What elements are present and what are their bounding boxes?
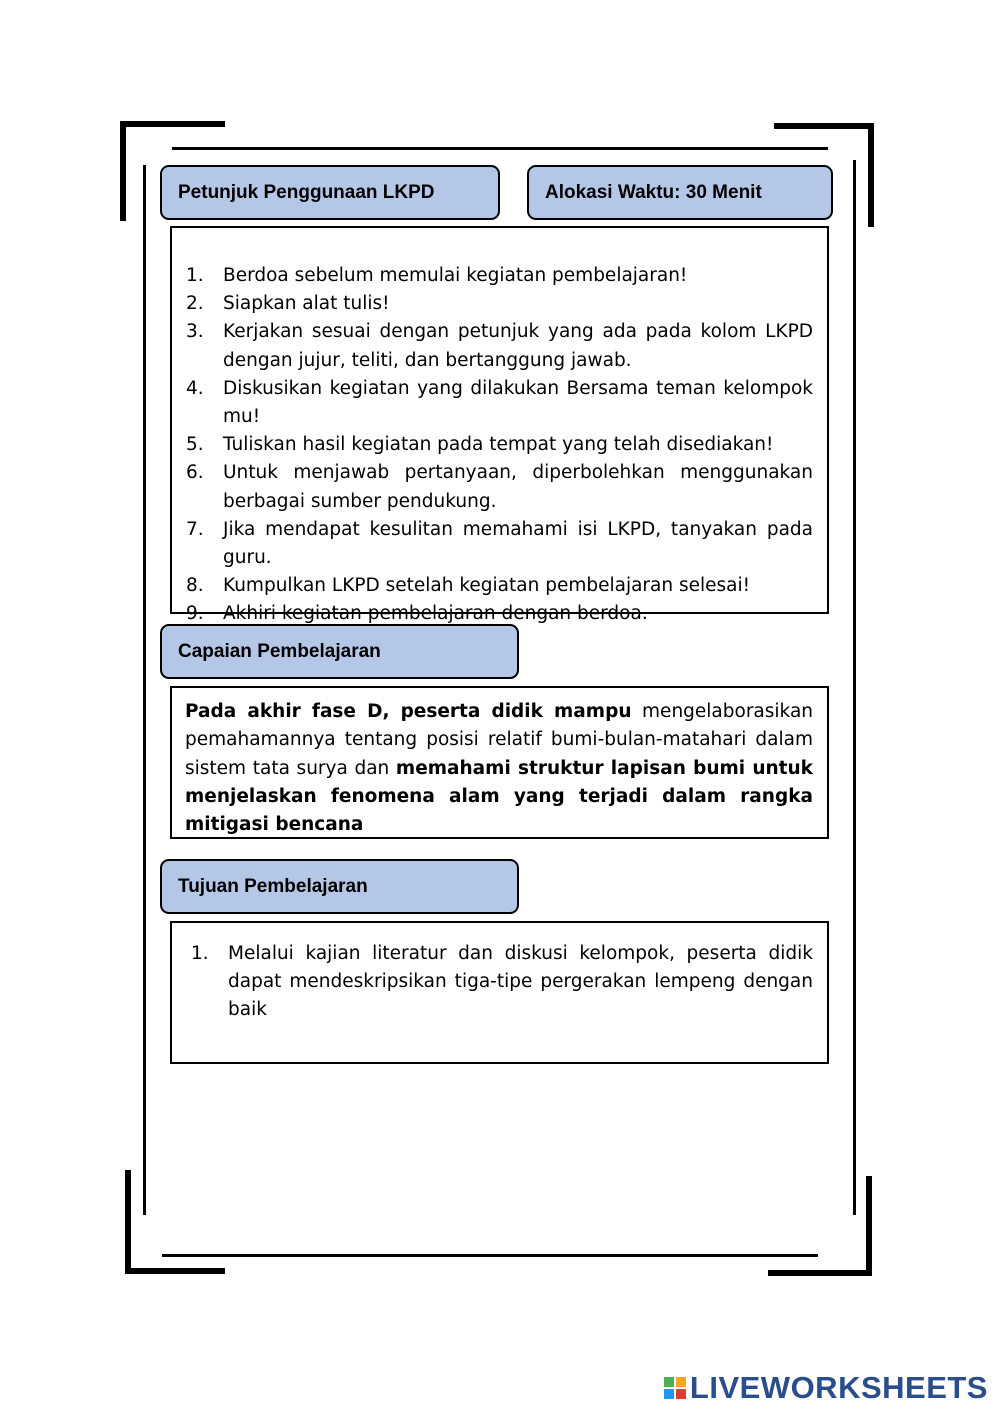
list-item-text: Melalui kajian literatur dan diskusi kelompok, peserta didik dapat mendeskripsikan tiga-tipe pergerakan lempeng dengan baik (228, 943, 813, 1021)
corner-bottom-right-v (866, 1176, 872, 1276)
list-item-text: Kerjakan sesuai dengan petunjuk yang ada pada kolom LKPD dengan jujur, teliti, dan bertanggung jawab. (223, 321, 813, 371)
corner-top-left-h (120, 121, 225, 127)
logo-block (676, 1389, 686, 1399)
logo-block (664, 1389, 674, 1399)
tujuan-box (170, 921, 829, 1064)
list-item-text: Akhiri kegiatan pembelajaran dengan berdoa. (223, 603, 648, 625)
logo-blocks-icon (664, 1377, 686, 1399)
list-item-text: Berdoa sebelum memulai kegiatan pembelajaran! (223, 265, 688, 286)
capaian-bold-1: Pada akhir fase D, peserta didik mampu (185, 701, 632, 722)
frame-top-line (172, 147, 828, 150)
list-item-number: 7. (186, 518, 204, 540)
corner-bottom-right-h (768, 1270, 872, 1276)
list-item-number: 4. (186, 377, 204, 399)
capaian-bold-2: memahami struktur lapisan bumi untuk menjelaskan fenomena alam yang terjadi dalam rangka mitigasi bencana (185, 757, 813, 836)
list-item (186, 262, 813, 290)
frame-left-line (143, 165, 146, 1215)
petunjuk-title: Petunjuk Penggunaan LKPD (178, 181, 435, 203)
list-item (191, 940, 813, 1025)
list-item (186, 318, 813, 374)
tujuan-header (160, 859, 519, 914)
list-item (186, 572, 813, 600)
waktu-title: Alokasi Waktu: 30 Menit (545, 181, 762, 203)
list-item-number: 9. (186, 603, 204, 625)
list-item (186, 459, 813, 515)
petunjuk-box (170, 226, 829, 625)
tujuan-title: Tujuan Pembelajaran (178, 875, 368, 897)
corner-bottom-left-v (125, 1170, 131, 1274)
list-item-text: Jika mendapat kesulitan memahami isi LKPD, tanyakan pada guru. (223, 518, 813, 569)
waktu-header (527, 165, 833, 220)
list-item-text: Diskusikan kegiatan yang dilakukan Bersama teman kelompok mu! (223, 377, 813, 428)
tujuan-list (191, 940, 813, 1025)
list-item-number: 1. (186, 265, 204, 286)
logo-block (676, 1377, 686, 1387)
list-item-text: Untuk menjawab pertanyaan, diperbolehkan menggunakan berbagai sumber pendukung. (223, 462, 813, 512)
capaian-header (160, 624, 519, 679)
capaian-text (185, 698, 813, 839)
frame-bottom-line (162, 1254, 818, 1257)
list-item-number: 3. (186, 321, 204, 343)
list-item (186, 290, 813, 318)
logo-wordmark: LIVEWORKSHEETS (689, 1370, 988, 1405)
capaian-normal-1: mengelaborasikan pemahamannya tentang posisi relatif bumi-bulan-matahari dalam sistem tata surya dan (185, 701, 814, 779)
corner-bottom-left-h (125, 1268, 225, 1274)
list-item-text: Kumpulkan LKPD setelah kegiatan pembelajaran selesai! (223, 575, 751, 597)
list-item-text: Siapkan alat tulis! (223, 293, 390, 315)
petunjuk-list (186, 262, 813, 629)
corner-top-right-h (774, 123, 874, 129)
list-item (186, 431, 813, 459)
list-item (186, 516, 813, 572)
liveworksheets-logo (664, 1370, 988, 1406)
logo-block (664, 1377, 674, 1387)
corner-top-right-v (868, 123, 874, 227)
petunjuk-header (160, 165, 500, 220)
list-item-number: 1. (191, 943, 209, 964)
list-item-text: Tuliskan hasil kegiatan pada tempat yang telah disediakan! (223, 434, 774, 456)
list-item (186, 375, 813, 431)
list-item-number: 2. (186, 293, 204, 315)
corner-top-left-v (120, 121, 126, 221)
capaian-box (170, 686, 829, 839)
list-item-number: 8. (186, 575, 204, 597)
list-item-number: 6. (186, 462, 204, 484)
capaian-title: Capaian Pembelajaran (178, 640, 381, 662)
frame-right-line (853, 160, 856, 1215)
list-item-number: 5. (186, 434, 204, 456)
